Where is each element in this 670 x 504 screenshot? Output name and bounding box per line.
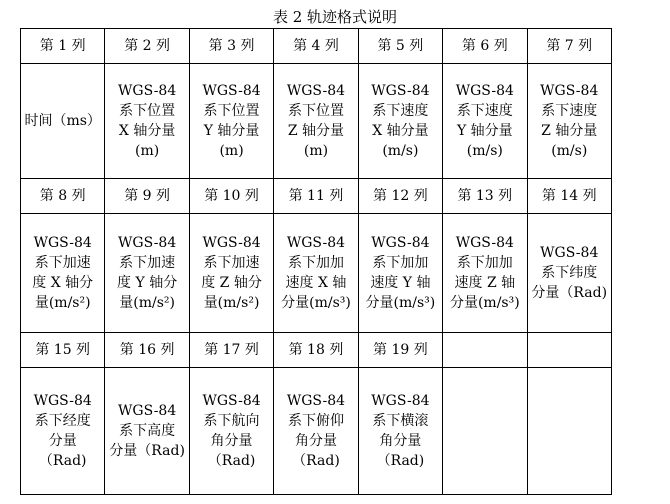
table-row-header-3 [21,333,612,368]
column-description: WGS-84 系下速度 X 轴分量 (m/s) [358,64,442,179]
column-header: 第 8 列 [21,179,105,214]
column-header: 第 9 列 [105,179,189,214]
column-description: WGS-84 系下航向 角分量 （Rad) [189,368,273,495]
column-header: 第 10 列 [189,179,273,214]
column-description: WGS-84 系下加速 度 Z 轴分 量(m/s²) [189,214,273,333]
column-description: WGS-84 系下高度 分量（Rad) [105,368,189,495]
column-header: 第 16 列 [105,333,189,368]
column-header: 第 11 列 [274,179,358,214]
column-description: WGS-84 系下位置 X 轴分量 (m) [105,64,189,179]
column-description: WGS-84 系下加加 速度 X 轴 分量(m/s³) [274,214,358,333]
table-row-header-2 [21,179,612,214]
column-description [527,368,611,495]
column-description: 时间（ms） [21,64,105,179]
table-row-body-2 [21,214,612,333]
column-description: WGS-84 系下加加 速度 Z 轴 分量(m/s³) [443,214,527,333]
column-header: 第 14 列 [527,179,611,214]
column-description: WGS-84 系下经度 分量 （Rad) [21,368,105,495]
column-description: WGS-84 系下位置 Y 轴分量 (m) [189,64,273,179]
column-header: 第 1 列 [21,29,105,64]
table-row-header-1 [21,29,612,64]
table-row-body-1 [21,64,612,179]
column-description: WGS-84 系下加速 度 X 轴分 量(m/s²) [21,214,105,333]
column-description [443,368,527,495]
column-description: WGS-84 系下纬度 分量（Rad) [527,214,611,333]
trajectory-format-table [20,28,612,495]
column-description: WGS-84 系下加速 度 Y 轴分 量(m/s²) [105,214,189,333]
column-description: WGS-84 系下加加 速度 Y 轴 分量(m/s³) [358,214,442,333]
column-header: 第 15 列 [21,333,105,368]
column-description: WGS-84 系下横滚 角分量 （Rad) [358,368,442,495]
table-row-body-3 [21,368,612,495]
column-description: WGS-84 系下位置 Z 轴分量 (m) [274,64,358,179]
column-header [443,333,527,368]
column-header: 第 4 列 [274,29,358,64]
column-header: 第 17 列 [189,333,273,368]
column-header: 第 7 列 [527,29,611,64]
column-description: WGS-84 系下速度 Y 轴分量 (m/s) [443,64,527,179]
column-header: 第 18 列 [274,333,358,368]
column-header: 第 6 列 [443,29,527,64]
column-header: 第 19 列 [358,333,442,368]
column-header: 第 13 列 [443,179,527,214]
column-header [527,333,611,368]
table-caption: 表 2 轨迹格式说明 [272,8,398,26]
column-header: 第 5 列 [358,29,442,64]
column-header: 第 3 列 [189,29,273,64]
column-header: 第 2 列 [105,29,189,64]
column-description: WGS-84 系下速度 Z 轴分量 (m/s) [527,64,611,179]
column-description: WGS-84 系下俯仰 角分量 （Rad) [274,368,358,495]
column-header: 第 12 列 [358,179,442,214]
